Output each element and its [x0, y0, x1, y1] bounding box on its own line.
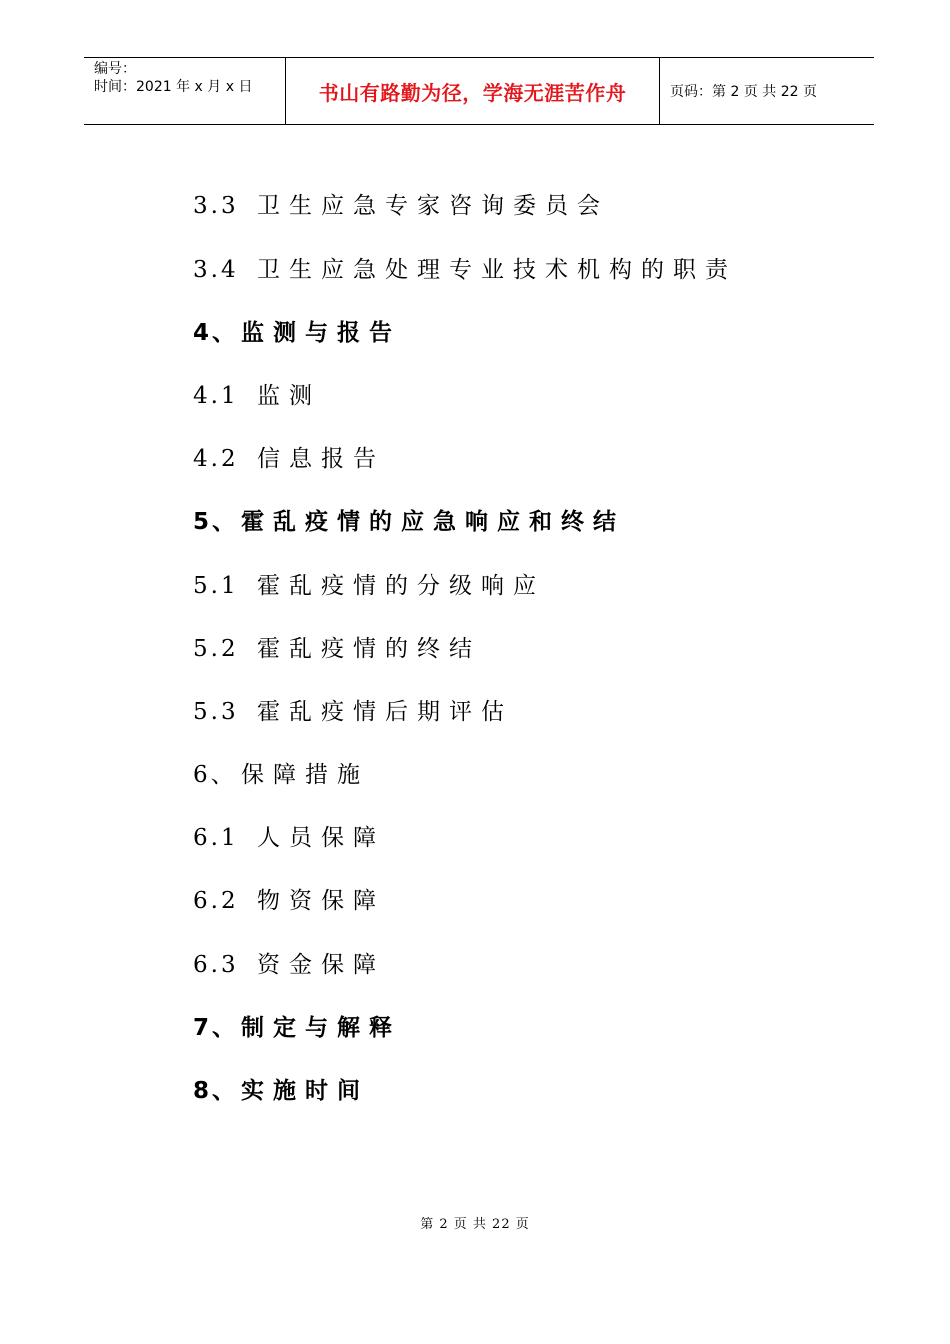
page-footer [0, 1213, 950, 1232]
toc-number: 6.2 [193, 888, 239, 914]
toc-item-6-2 [193, 882, 385, 915]
toc-section-8 [193, 1072, 369, 1105]
toc-section-7 [193, 1009, 401, 1042]
toc-number: 7、 [193, 1015, 239, 1041]
toc-number: 8、 [193, 1078, 239, 1104]
toc-section-4 [193, 314, 401, 347]
toc-text: 人员保障 [257, 825, 385, 851]
toc-item-6-3 [193, 946, 385, 979]
toc-text: 霍乱疫情的终结 [257, 636, 481, 662]
toc-text: 物资保障 [257, 888, 385, 914]
toc-text: 霍乱疫情的应急响应和终结 [241, 509, 625, 535]
document-time-label: 时间：2021 年 x 月 x 日 [94, 79, 253, 95]
toc-item-5-2 [193, 630, 481, 663]
toc-number: 4.1 [193, 383, 239, 409]
toc-text: 霍乱疫情后期评估 [257, 699, 513, 725]
header-motto-cell [286, 58, 660, 124]
toc-text: 霍乱疫情的分级响应 [257, 573, 545, 599]
toc-text: 监测与报告 [241, 320, 401, 346]
toc-number: 6.1 [193, 825, 239, 851]
toc-section-5 [193, 503, 625, 536]
toc-number: 5.3 [193, 699, 239, 725]
toc-section-6 [193, 756, 369, 789]
toc-number: 5.1 [193, 573, 239, 599]
toc-text: 卫生应急处理专业技术机构的职责 [257, 257, 737, 283]
toc-text: 资金保障 [257, 952, 385, 978]
toc-number: 5.2 [193, 636, 239, 662]
header-motto: 书山有路勤为径，学海无涯苦作舟 [318, 80, 627, 105]
header-page-cell [660, 58, 874, 124]
toc-text: 制定与解释 [241, 1015, 401, 1041]
toc-text: 监测 [257, 383, 321, 409]
toc-item-3-3 [193, 187, 609, 220]
toc-number: 3.3 [193, 193, 239, 219]
toc-text: 卫生应急专家咨询委员会 [257, 193, 609, 219]
header-page-label: 页码：第 2 页 共 22 页 [670, 84, 817, 100]
toc-number: 6.3 [193, 952, 239, 978]
toc-number: 3.4 [193, 257, 239, 283]
document-number-label: 编号： [94, 61, 136, 77]
toc-item-4-2 [193, 440, 385, 473]
toc-item-4-1 [193, 377, 321, 410]
toc-number: 5、 [193, 509, 239, 535]
toc-item-5-1 [193, 567, 545, 600]
toc-number: 6、 [193, 762, 237, 788]
toc-item-6-1 [193, 819, 385, 852]
toc-text: 信息报告 [257, 446, 385, 472]
toc-item-3-4 [193, 251, 737, 284]
footer-page-number: 第 2 页 共 22 页 [420, 1217, 530, 1232]
toc-item-5-3 [193, 693, 513, 726]
header-meta-cell [84, 58, 286, 124]
toc-text: 保障措施 [241, 762, 369, 788]
toc-number: 4.2 [193, 446, 239, 472]
toc-text: 实施时间 [241, 1078, 369, 1104]
page-header [84, 57, 874, 125]
toc-number: 4、 [193, 320, 239, 346]
